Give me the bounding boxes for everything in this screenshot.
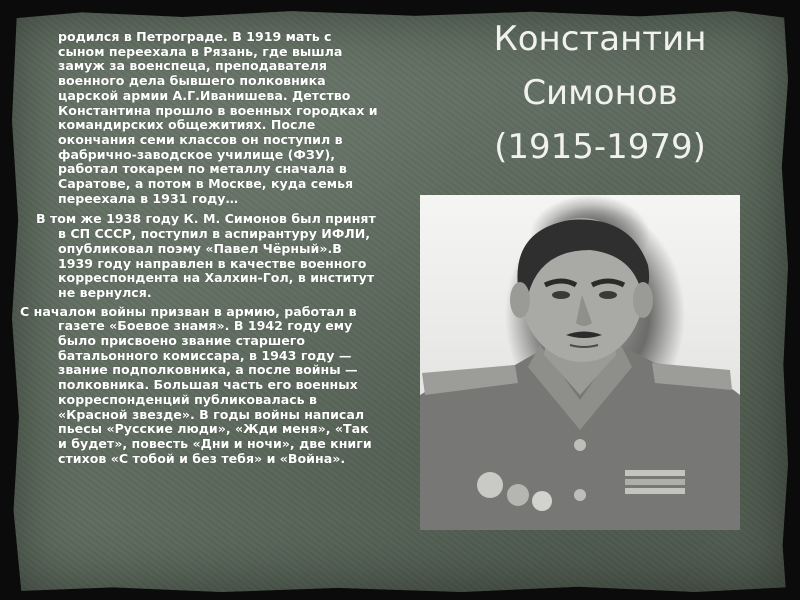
medal-icon [477,472,503,498]
biography-text [20,30,380,466]
medal-icon [507,484,529,506]
title-first-name: Константин [493,19,707,59]
portrait-photo [420,195,740,530]
biography-paragraph-2-text: В том же 1938 году К. М. Симонов был принят в СП СССР, поступил в аспирантуру ИФЛИ, опубликовал поэму «Павел Чёрный».В 1939 году направлен в качестве военного корреспондента на Халхин-Гол, в институт не вернулся. [36,211,376,300]
biography-paragraph-3 [20,305,380,467]
slide-title [440,12,760,174]
title-years: (1915-1979) [494,127,706,167]
uniform-button [574,489,586,501]
biography-paragraph-2 [20,212,380,300]
medal-icon [532,491,552,511]
portrait-illustration [420,195,740,530]
ribbon-bar [625,479,685,485]
uniform-button [574,439,586,451]
ribbon-bar [625,470,685,476]
biography-paragraph-3-text: С началом войны призван в армию, работал в газете «Боевое знамя». В 1942 году ему было присвоено звание старшего батальонного комиссара, в 1943 году — звание подполковника, а после войны — полковника. Большая часть его военных корреспонденций публиковалась в «Красной звезде». В годы войны написал пьесы «Русские люди», «Жди меня», «Так и будет», повесть «Дни и ночи», две книги стихов «С тобой и без тебя» и «Война». [20,303,372,466]
biography-paragraph-1: родился в Петрограде. В 1919 мать с сыном переехала в Рязань, где вышла замуж за военспеца, преподавателя военного дела бывшего полковника царской армии А.Г.Иванишева. Детство Константина прошло в военных городках и командирских общежитиях. После окончания семи классов он поступил в фабрично-заводское училище (ФЗУ), работал токарем по металлу сначала в Саратове, а потом в Москве, куда семья переехала в 1931 году… [58,29,378,206]
ribbon-bar [625,488,685,494]
title-last-name: Симонов [522,73,678,113]
